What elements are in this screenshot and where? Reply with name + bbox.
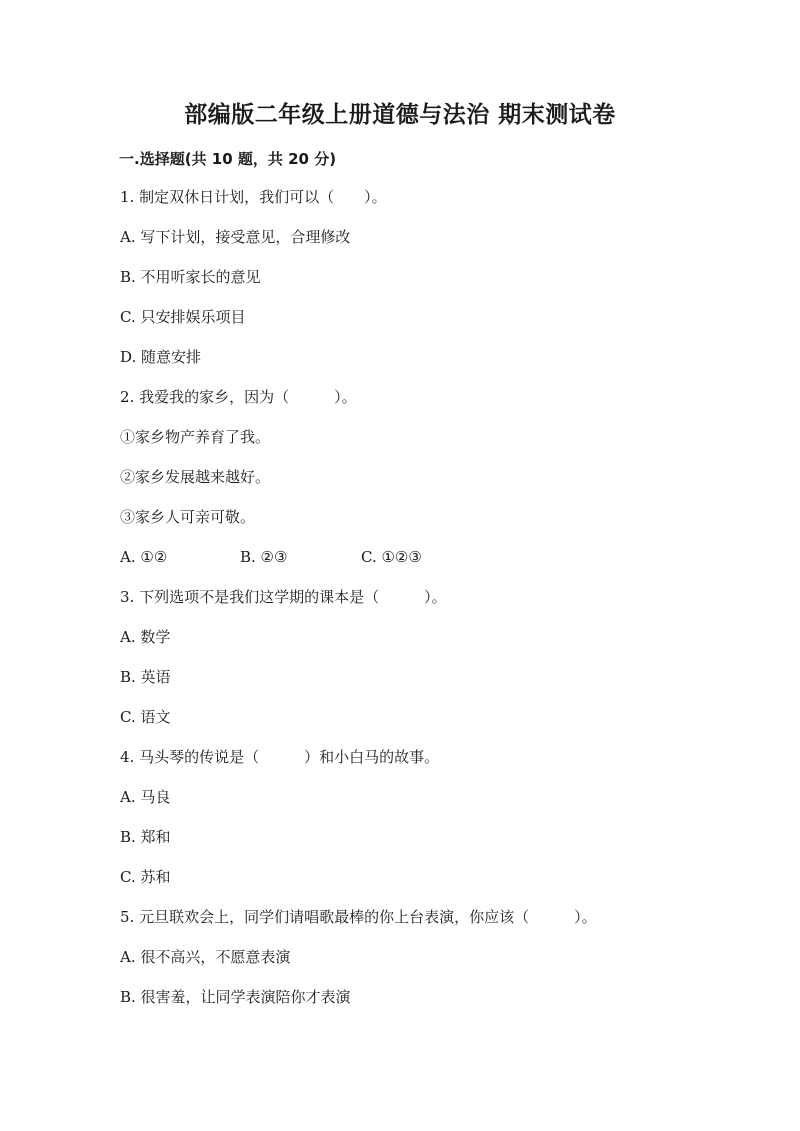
option-1a: A. 写下计划，接受意见，合理修改 (120, 228, 351, 246)
option-2a: A. ①② (120, 548, 168, 566)
option-2c: C. ①②③ (361, 548, 422, 566)
question-1: 1. 制定双休日计划，我们可以（ ）。 (120, 188, 387, 206)
option-4a: A. 马良 (120, 788, 171, 806)
option-1d: D. 随意安排 (120, 348, 202, 366)
section-heading: 一.选择题(共 10 题，共 20 分) (119, 150, 337, 168)
option-3a: A. 数学 (120, 628, 171, 646)
statement-2-3: ③家乡人可亲可敬。 (120, 508, 256, 526)
question-2: 2. 我爱我的家乡，因为（ ）。 (120, 388, 357, 406)
option-4c: C. 苏和 (120, 868, 171, 886)
option-1c: C. 只安排娱乐项目 (120, 308, 246, 326)
question-2-options (120, 545, 740, 585)
question-4: 4. 马头琴的传说是（ ）和小白马的故事。 (120, 748, 440, 766)
option-3b: B. 英语 (120, 668, 171, 686)
question-list (120, 185, 740, 1025)
option-5b: B. 很害羞，让同学表演陪你才表演 (120, 988, 351, 1006)
option-1b: B. 不用听家长的意见 (120, 268, 261, 286)
option-5a: A. 很不高兴，不愿意表演 (120, 948, 291, 966)
question-5: 5. 元旦联欢会上，同学们请唱歌最棒的你上台表演，你应该（ ）。 (120, 908, 597, 926)
page-title: 部编版二年级上册道德与法治 期末测试卷 (184, 102, 616, 128)
option-3c: C. 语文 (120, 708, 171, 726)
statement-2-1: ①家乡物产养育了我。 (120, 428, 271, 446)
option-4b: B. 郑和 (120, 828, 171, 846)
question-3: 3. 下列选项不是我们这学期的课本是（ ）。 (120, 588, 447, 606)
option-2b: B. ②③ (240, 548, 288, 566)
statement-2-2: ②家乡发展越来越好。 (120, 468, 271, 486)
